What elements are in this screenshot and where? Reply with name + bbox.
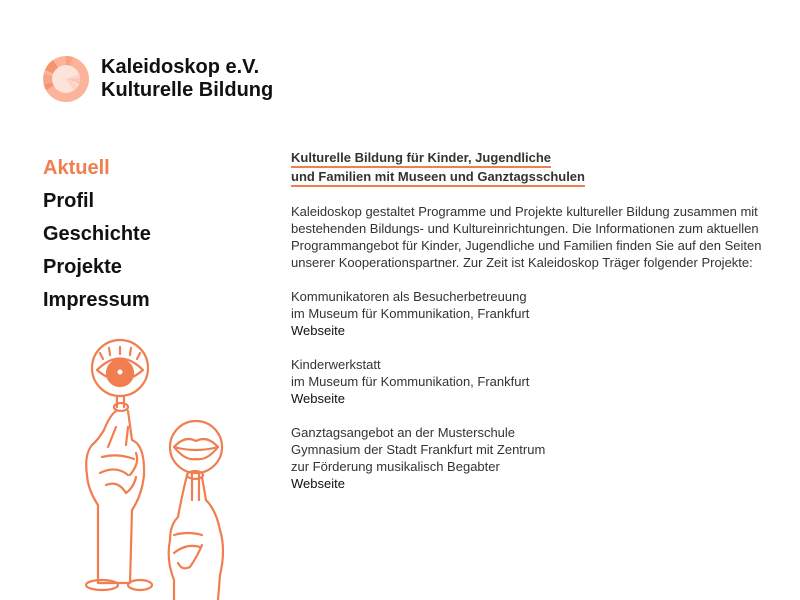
- project-item: [291, 424, 781, 492]
- project-website-link[interactable]: Webseite: [291, 476, 345, 491]
- project-location-detail: zur Förderung musikalisch Begabter: [291, 459, 500, 474]
- main-nav: [43, 152, 151, 317]
- intro-paragraph: Kaleidoskop gestaltet Programme und Projekte kultureller Bildung zusammen mit bestehenden Bildungs- und Kultureinrichtungen. Die Informationen zum aktuellen Programmangebot für Kinder, Jugendliche und Familien finden Sie auf den Seiten unserer Kooperationspartner. Zur Zeit ist Kaleidoskop Träger folgender Projekte:: [291, 204, 762, 270]
- project-location: Gymnasium der Stadt Frankfurt mit Zentrum: [291, 442, 546, 457]
- hands-holding-eye-and-mouth-signs-icon: [70, 335, 250, 600]
- project-location: im Museum für Kommunikation, Frankfurt: [291, 374, 530, 389]
- site-logo[interactable]: [43, 56, 273, 102]
- project-website-link[interactable]: Webseite: [291, 323, 345, 338]
- headline-line2: und Familien mit Museen und Ganztagsschulen: [291, 168, 585, 187]
- project-item: [291, 288, 781, 339]
- site-title-line1: Kaleidoskop e.V.: [101, 56, 260, 78]
- project-location: im Museum für Kommunikation, Frankfurt: [291, 306, 530, 321]
- nav-item-impressum[interactable]: Impressum: [43, 289, 150, 311]
- project-item: [291, 356, 781, 407]
- page-headline: [291, 149, 781, 187]
- headline-line1: Kulturelle Bildung für Kinder, Jugendliche: [291, 149, 551, 168]
- nav-item-geschichte[interactable]: Geschichte: [43, 223, 151, 245]
- project-title: Kommunikatoren als Besucherbetreuung: [291, 289, 527, 304]
- nav-item-aktuell[interactable]: Aktuell: [43, 157, 110, 179]
- nav-item-projekte[interactable]: Projekte: [43, 256, 122, 278]
- site-title-line2: Kulturelle Bildung: [101, 79, 274, 101]
- nav-item-profil[interactable]: Profil: [43, 190, 95, 212]
- project-title: Kinderwerkstatt: [291, 357, 381, 372]
- project-title: Ganztagsangebot an der Musterschule: [291, 425, 516, 440]
- project-website-link[interactable]: Webseite: [291, 391, 345, 406]
- kaleidoscope-ring-icon: [43, 56, 89, 102]
- main-content: [291, 149, 781, 509]
